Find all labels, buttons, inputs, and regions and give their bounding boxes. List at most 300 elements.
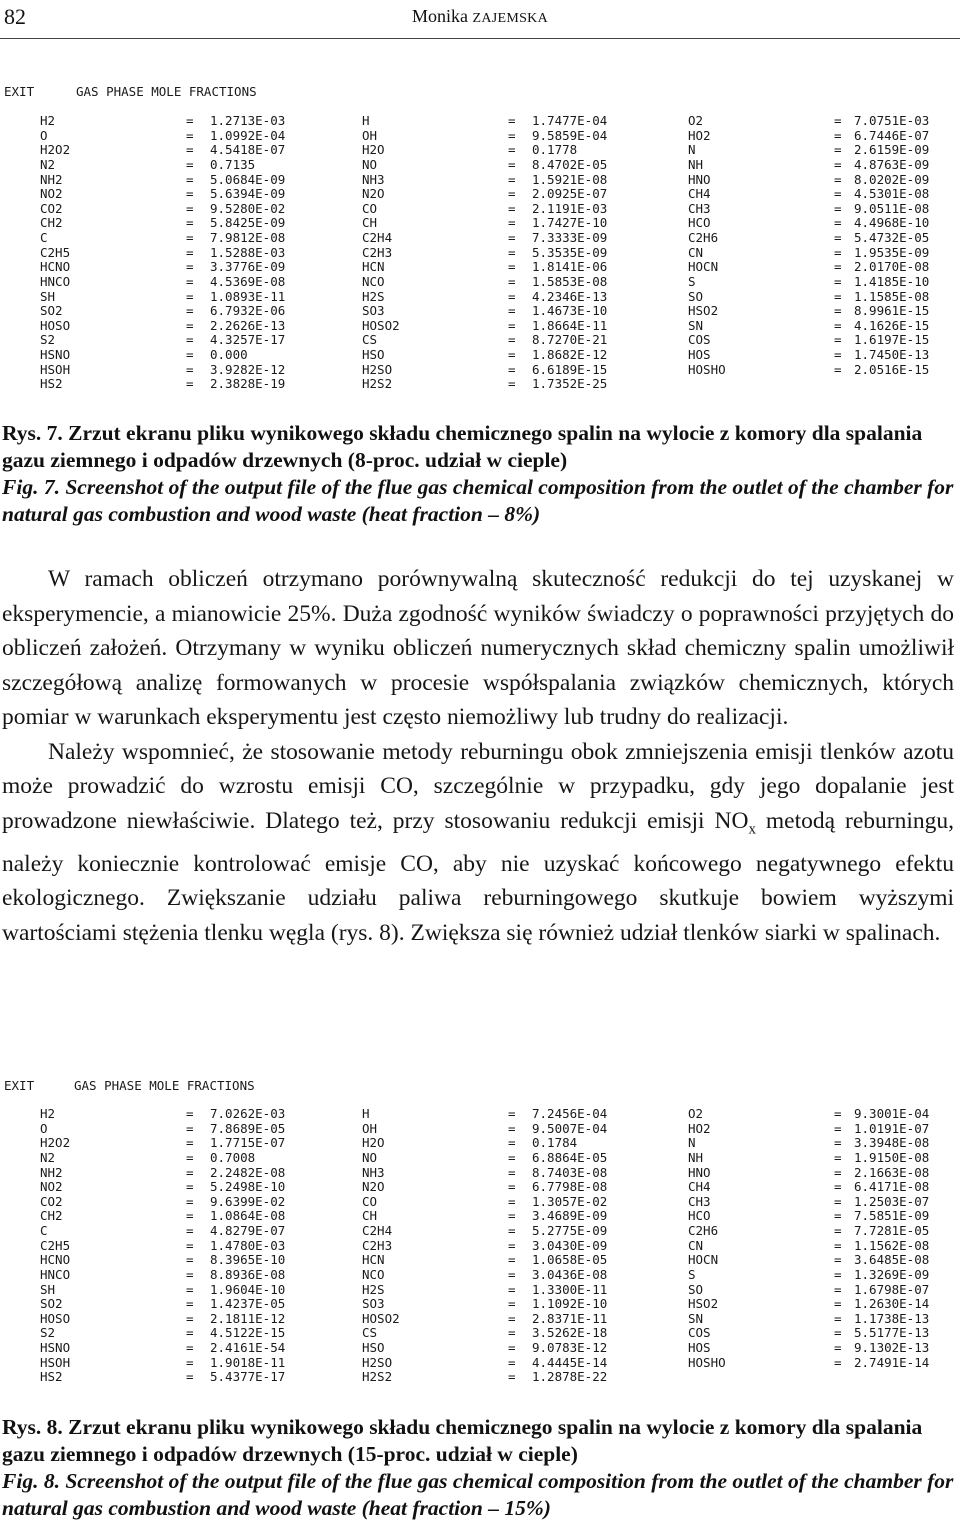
mole-fraction-value: 1.0864E-08 xyxy=(210,1208,286,1224)
mole-fraction-value: 8.8936E-08 xyxy=(210,1266,286,1282)
equals-sign: = xyxy=(834,1237,842,1253)
mole-fraction-value: 1.7477E-04 xyxy=(532,113,608,128)
running-author xyxy=(0,6,960,27)
species-name: H2O xyxy=(362,142,385,158)
species-name: H2S2 xyxy=(362,1369,393,1385)
species-row xyxy=(40,246,340,261)
mole-fraction-value: 1.4237E-05 xyxy=(210,1296,286,1312)
equals-sign: = xyxy=(508,113,516,128)
species-name: SO xyxy=(688,1281,704,1297)
mole-fraction-value: 9.3001E-04 xyxy=(854,1106,930,1121)
mole-fraction-value: 5.6394E-09 xyxy=(210,186,286,202)
page-header xyxy=(0,0,960,38)
equals-sign: = xyxy=(834,1252,842,1268)
mole-fraction-value: 2.1663E-08 xyxy=(854,1164,930,1180)
equals-sign: = xyxy=(834,215,842,231)
equals-sign: = xyxy=(186,171,194,187)
mole-fraction-value: 8.4702E-05 xyxy=(532,156,608,172)
mole-fraction-value: 2.4161E-54 xyxy=(210,1340,286,1355)
equals-sign: = xyxy=(508,127,516,143)
species-row xyxy=(362,1370,662,1385)
species-name: CH xyxy=(362,1208,378,1224)
species-row xyxy=(688,290,956,305)
species-row xyxy=(688,1297,956,1312)
mole-fraction-value: 2.1811E-12 xyxy=(210,1310,286,1326)
equals-sign: = xyxy=(186,1325,194,1341)
species-name: COS xyxy=(688,1325,711,1341)
equals-sign: = xyxy=(186,186,194,202)
figure-7-column-2 xyxy=(362,114,662,392)
species-name: CH3 xyxy=(688,1193,711,1209)
equals-sign: = xyxy=(834,273,842,289)
species-name: N xyxy=(688,142,696,158)
species-name: SO2 xyxy=(40,1296,63,1312)
species-name: HNO xyxy=(688,171,711,187)
equals-sign: = xyxy=(186,127,194,143)
equals-sign: = xyxy=(834,361,842,377)
species-name: C2H6 xyxy=(688,230,719,245)
equals-sign: = xyxy=(508,142,516,158)
species-name: HSO xyxy=(362,1340,385,1355)
equals-sign: = xyxy=(186,1252,194,1268)
species-name: HCN xyxy=(362,1252,385,1268)
equals-sign: = xyxy=(508,200,516,216)
body-text xyxy=(2,562,954,950)
equals-sign: = xyxy=(508,1120,516,1136)
header-rule xyxy=(0,38,960,39)
equals-sign: = xyxy=(508,273,516,289)
species-name: HOSO xyxy=(40,317,71,333)
species-row xyxy=(362,1180,662,1195)
species-row xyxy=(362,348,662,363)
species-name: COS xyxy=(688,332,711,348)
species-row xyxy=(688,1356,956,1371)
species-row xyxy=(40,319,340,334)
species-name: NO xyxy=(362,1149,378,1165)
mole-fraction-value: 2.3828E-19 xyxy=(210,376,286,392)
mole-fraction-value: 9.5280E-02 xyxy=(210,200,286,216)
species-row xyxy=(688,1268,956,1283)
equals-sign: = xyxy=(186,1135,194,1151)
equals-sign: = xyxy=(834,1340,842,1355)
species-name: CO2 xyxy=(40,1193,63,1209)
mole-fraction-value: 2.8371E-11 xyxy=(532,1310,608,1326)
species-name: S2 xyxy=(40,1325,56,1341)
equals-sign: = xyxy=(508,1296,516,1312)
equals-sign: = xyxy=(834,1354,842,1370)
equals-sign: = xyxy=(508,171,516,187)
equals-sign: = xyxy=(186,273,194,289)
species-name: HOS xyxy=(688,1340,711,1355)
species-name: NH2 xyxy=(40,1164,63,1180)
mole-fraction-value: 5.2775E-09 xyxy=(532,1223,608,1238)
species-row xyxy=(40,1253,340,1268)
species-name: HSOH xyxy=(40,361,71,377)
species-name: HCO xyxy=(688,1208,711,1224)
species-row xyxy=(362,231,662,246)
equals-sign: = xyxy=(834,1106,842,1121)
equals-sign: = xyxy=(186,200,194,216)
species-row xyxy=(40,1341,340,1356)
equals-sign: = xyxy=(186,1237,194,1253)
equals-sign: = xyxy=(508,1310,516,1326)
mole-fraction-value: 0.1778 xyxy=(532,142,578,158)
mole-fraction-value: 2.2626E-13 xyxy=(210,317,286,333)
species-row xyxy=(362,1136,662,1151)
equals-sign: = xyxy=(186,1266,194,1282)
species-name: HSO xyxy=(362,347,385,362)
mole-fraction-value: 5.3535E-09 xyxy=(532,244,608,260)
mole-fraction-value: 1.2503E-07 xyxy=(854,1193,930,1209)
species-name: HS2 xyxy=(40,1369,63,1385)
mole-fraction-value: 8.7270E-21 xyxy=(532,332,608,348)
species-row xyxy=(688,114,956,129)
equals-sign: = xyxy=(834,1120,842,1136)
mole-fraction-value: 9.1302E-13 xyxy=(854,1340,930,1355)
species-row xyxy=(362,202,662,217)
equals-sign: = xyxy=(186,244,194,260)
equals-sign: = xyxy=(508,361,516,377)
species-row xyxy=(688,1209,956,1224)
species-row xyxy=(40,1297,340,1312)
species-row xyxy=(362,290,662,305)
species-name: CH3 xyxy=(688,200,711,216)
mole-fraction-value: 9.6399E-02 xyxy=(210,1193,286,1209)
species-name: HOSHO xyxy=(688,1354,726,1370)
species-name: NCO xyxy=(362,273,385,289)
species-row xyxy=(362,187,662,202)
species-name: HSNO xyxy=(40,347,71,362)
mole-fraction-value: 1.8141E-06 xyxy=(532,259,608,275)
species-row xyxy=(362,1356,662,1371)
mole-fraction-value: 2.1191E-03 xyxy=(532,200,608,216)
mole-fraction-value: 1.7352E-25 xyxy=(532,376,608,392)
species-row xyxy=(40,1195,340,1210)
equals-sign: = xyxy=(834,127,842,143)
mole-fraction-value: 8.7403E-08 xyxy=(532,1164,608,1180)
species-name: C2H5 xyxy=(40,244,71,260)
species-row xyxy=(40,1283,340,1298)
equals-sign: = xyxy=(186,1193,194,1209)
equals-sign: = xyxy=(508,1149,516,1165)
equals-sign: = xyxy=(186,1296,194,1312)
equals-sign: = xyxy=(834,186,842,202)
species-row xyxy=(362,275,662,290)
species-row xyxy=(688,246,956,261)
mole-fraction-value: 1.5853E-08 xyxy=(532,273,608,289)
mole-fraction-value: 1.7715E-07 xyxy=(210,1135,286,1151)
paragraph-2-part-1: Należy wspomnieć, że stosowanie metody reburningu obok zmniejszenia emisji tlenków azotu może prowadzić do wzrostu emisji CO, szczególnie w przypadku, gdy jego dopalanie jest prowadzone niewłaściwie. Dlatego też, przy stosowaniu redukcji emisji NO xyxy=(2,738,954,834)
equals-sign: = xyxy=(186,1106,194,1121)
species-row xyxy=(40,1122,340,1137)
species-row xyxy=(688,348,956,363)
mole-fraction-value: 5.0684E-09 xyxy=(210,171,286,187)
mole-fraction-value: 4.1626E-15 xyxy=(854,317,930,333)
species-name: CO2 xyxy=(40,200,63,216)
species-row xyxy=(40,1312,340,1327)
mole-fraction-value: 1.9018E-11 xyxy=(210,1354,286,1370)
species-row xyxy=(688,275,956,290)
mole-fraction-value: 1.9150E-08 xyxy=(854,1149,930,1165)
mole-fraction-value: 8.3965E-10 xyxy=(210,1252,286,1268)
equals-sign: = xyxy=(834,171,842,187)
author-last-name: ZAJEMSKA xyxy=(472,11,549,26)
equals-sign: = xyxy=(834,1296,842,1312)
species-name: C xyxy=(40,1223,48,1238)
species-name: SH xyxy=(40,288,56,304)
mole-fraction-value: 1.9604E-10 xyxy=(210,1281,286,1297)
equals-sign: = xyxy=(186,113,194,128)
mole-fraction-value: 6.7446E-07 xyxy=(854,127,930,143)
species-row xyxy=(688,1107,956,1122)
mole-fraction-value: 4.8279E-07 xyxy=(210,1223,286,1238)
equals-sign: = xyxy=(186,303,194,319)
equals-sign: = xyxy=(508,376,516,392)
mole-fraction-value: 4.8763E-09 xyxy=(854,156,930,172)
species-row xyxy=(362,1107,662,1122)
species-row xyxy=(362,1195,662,1210)
species-name: C xyxy=(40,230,48,245)
mole-fraction-value: 4.5418E-07 xyxy=(210,142,286,158)
species-row xyxy=(40,143,340,158)
species-name: HOSO xyxy=(40,1310,71,1326)
species-name: H2S xyxy=(362,288,385,304)
species-row xyxy=(40,275,340,290)
species-name: HS2 xyxy=(40,376,63,392)
species-name: HNO xyxy=(688,1164,711,1180)
species-row xyxy=(40,1370,340,1385)
species-row xyxy=(40,231,340,246)
equals-sign: = xyxy=(186,1369,194,1385)
mole-fraction-value: 9.0783E-12 xyxy=(532,1340,608,1355)
equals-sign: = xyxy=(834,230,842,245)
species-row xyxy=(362,363,662,378)
equals-sign: = xyxy=(186,1179,194,1195)
mole-fraction-value: 7.2456E-04 xyxy=(532,1106,608,1121)
species-name: S xyxy=(688,1266,696,1282)
mole-fraction-value: 1.7427E-10 xyxy=(532,215,608,231)
species-name: H xyxy=(362,1106,370,1121)
equals-sign: = xyxy=(834,113,842,128)
species-row xyxy=(688,1195,956,1210)
species-row xyxy=(362,1224,662,1239)
mole-fraction-value: 6.7798E-08 xyxy=(532,1179,608,1195)
species-row xyxy=(40,377,340,392)
mole-fraction-value: 4.5122E-15 xyxy=(210,1325,286,1341)
species-name: H2 xyxy=(40,113,56,128)
species-name: OH xyxy=(362,127,378,143)
species-name: H2O xyxy=(362,1135,385,1151)
species-name: SO3 xyxy=(362,1296,385,1312)
species-row xyxy=(40,1151,340,1166)
species-row xyxy=(362,304,662,319)
equals-sign: = xyxy=(508,303,516,319)
species-row xyxy=(688,143,956,158)
species-row xyxy=(40,216,340,231)
species-name: H2O2 xyxy=(40,142,71,158)
equals-sign: = xyxy=(186,332,194,348)
species-row xyxy=(40,1239,340,1254)
mole-fraction-value: 7.0751E-03 xyxy=(854,113,930,128)
equals-sign: = xyxy=(508,156,516,172)
species-name: HCO xyxy=(688,215,711,231)
mole-fraction-value: 5.4377E-17 xyxy=(210,1369,286,1385)
figure-8-caption-en: Fig. 8. Screenshot of the output file of the flue gas chemical composition from the outlet of the chamber for natural gas combustion and wood waste (heat fraction – 15%) xyxy=(2,1469,954,1520)
equals-sign: = xyxy=(508,1266,516,1282)
species-name: CN xyxy=(688,244,704,260)
mole-fraction-value: 7.0262E-03 xyxy=(210,1106,286,1121)
mole-fraction-value: 5.2498E-10 xyxy=(210,1179,286,1195)
equals-sign: = xyxy=(186,288,194,304)
equals-sign: = xyxy=(186,156,194,172)
equals-sign: = xyxy=(186,376,194,392)
species-name: CO xyxy=(362,200,378,216)
species-name: C2H4 xyxy=(362,230,393,245)
species-name: C2H4 xyxy=(362,1223,393,1238)
equals-sign: = xyxy=(508,1135,516,1151)
species-name: CH2 xyxy=(40,215,63,231)
exit-label: EXIT xyxy=(4,1078,35,1093)
mole-fraction-value: 1.3300E-11 xyxy=(532,1281,608,1297)
figure-7-screenshot xyxy=(4,84,956,394)
exit-label: EXIT xyxy=(4,84,35,99)
mole-fraction-value: 2.6159E-09 xyxy=(854,142,930,158)
species-name: CO xyxy=(362,1193,378,1209)
species-name: C2H3 xyxy=(362,244,393,260)
species-row xyxy=(362,1297,662,1312)
mole-fraction-value: 6.7932E-06 xyxy=(210,303,286,319)
species-row xyxy=(688,1341,956,1356)
species-row xyxy=(688,1253,956,1268)
equals-sign: = xyxy=(508,1369,516,1385)
equals-sign: = xyxy=(186,1281,194,1297)
mole-fraction-value: 1.6798E-07 xyxy=(854,1281,930,1297)
species-name: SH xyxy=(40,1281,56,1297)
equals-sign: = xyxy=(508,1237,516,1253)
species-name: HOS xyxy=(688,347,711,362)
species-row xyxy=(688,260,956,275)
mole-fraction-value: 1.0191E-07 xyxy=(854,1120,930,1136)
nox-subscript: x xyxy=(748,821,756,838)
species-row xyxy=(40,173,340,188)
equals-sign: = xyxy=(186,142,194,158)
species-row xyxy=(688,231,956,246)
mole-fraction-value: 0.7008 xyxy=(210,1149,256,1165)
equals-sign: = xyxy=(508,186,516,202)
species-row xyxy=(40,1268,340,1283)
equals-sign: = xyxy=(834,1208,842,1224)
species-name: HOSO2 xyxy=(362,317,400,333)
mole-fraction-value: 1.8664E-11 xyxy=(532,317,608,333)
equals-sign: = xyxy=(508,1223,516,1238)
species-row xyxy=(688,1326,956,1341)
species-name: OH xyxy=(362,1120,378,1136)
species-name: HCN xyxy=(362,259,385,275)
equals-sign: = xyxy=(186,361,194,377)
species-name: O xyxy=(40,1120,48,1136)
species-name: SO xyxy=(688,288,704,304)
figure-7-caption xyxy=(2,420,958,528)
mole-fraction-value: 2.2482E-08 xyxy=(210,1164,286,1180)
mole-fraction-value: 3.3948E-08 xyxy=(854,1135,930,1151)
species-name: H2 xyxy=(40,1106,56,1121)
species-row xyxy=(40,1209,340,1224)
species-row xyxy=(362,1283,662,1298)
species-row xyxy=(688,1312,956,1327)
species-name: H2S2 xyxy=(362,376,393,392)
equals-sign: = xyxy=(186,1340,194,1355)
equals-sign: = xyxy=(508,288,516,304)
equals-sign: = xyxy=(508,1325,516,1341)
species-row xyxy=(40,1180,340,1195)
species-name: O2 xyxy=(688,113,704,128)
species-row xyxy=(40,1224,340,1239)
species-row xyxy=(40,114,340,129)
paragraph-1: W ramach obliczeń otrzymano porównywalną skuteczność redukcji do tej uzyskanej w eksperymencie, a mianowicie 25%. Duża zgodność wyników świadczy o poprawności przyjętych do obliczeń założeń. Otrzymany w wyniku obliczeń numerycznych skład chemiczny spalin umożliwił szczegółową analizę formowanych w procesie współspalania związków chemicznych, których pomiar w warunkach eksperymentu jest często niemożliwy lub trudny do realizacji. xyxy=(2,566,954,730)
species-name: NO2 xyxy=(40,1179,63,1195)
mole-fraction-value: 4.5369E-08 xyxy=(210,273,286,289)
species-name: O2 xyxy=(688,1106,704,1121)
mole-fraction-value: 7.7281E-05 xyxy=(854,1223,930,1238)
figure-8-column-3 xyxy=(688,1107,956,1370)
equals-sign: = xyxy=(508,1193,516,1209)
species-row xyxy=(688,304,956,319)
mole-fraction-value: 3.0436E-08 xyxy=(532,1266,608,1282)
page-number: 82 xyxy=(4,4,26,29)
species-name: CH4 xyxy=(688,186,711,202)
equals-sign: = xyxy=(834,317,842,333)
figure-8-column-2 xyxy=(362,1107,662,1385)
species-row xyxy=(688,216,956,231)
mole-fraction-value: 1.5288E-03 xyxy=(210,244,286,260)
equals-sign: = xyxy=(186,1208,194,1224)
figure-8-caption xyxy=(2,1414,958,1522)
species-row xyxy=(362,260,662,275)
mole-fraction-value: 3.9282E-12 xyxy=(210,361,286,377)
species-name: HOCN xyxy=(688,259,719,275)
equals-sign: = xyxy=(508,1208,516,1224)
species-row xyxy=(40,129,340,144)
equals-sign: = xyxy=(834,332,842,348)
author-first-name: Monika xyxy=(411,6,473,26)
species-row xyxy=(362,1253,662,1268)
species-row xyxy=(362,333,662,348)
species-name: NH3 xyxy=(362,171,385,187)
equals-sign: = xyxy=(186,1164,194,1180)
equals-sign: = xyxy=(508,1281,516,1297)
mole-fraction-value: 1.1585E-08 xyxy=(854,288,930,304)
species-name: CN xyxy=(688,1237,704,1253)
equals-sign: = xyxy=(834,1223,842,1238)
species-row xyxy=(688,173,956,188)
paragraph-2-part-2: metodą reburningu, należy koniecznie kontrolować emisje CO, aby nie uzyskać końcowego negatywnego efektu ekologicznego. Zwiększanie udziału paliwa reburningowego skutkuje bowiem wyższymi wartościami stężenia tlenku węgla (rys. 8). Zwiększa się również udział tlenków siarki w spalinach. xyxy=(2,807,954,946)
mole-fraction-value: 6.4171E-08 xyxy=(854,1179,930,1195)
equals-sign: = xyxy=(186,259,194,275)
mole-fraction-value: 1.1738E-13 xyxy=(854,1310,930,1326)
species-row xyxy=(362,1326,662,1341)
figure-7-column-1 xyxy=(40,114,340,392)
figure-8-screenshot xyxy=(4,1078,956,1388)
species-row xyxy=(40,260,340,275)
species-row xyxy=(688,1122,956,1137)
species-name: HNCO xyxy=(40,1266,71,1282)
species-row xyxy=(40,158,340,173)
mole-fraction-value: 0.1784 xyxy=(532,1135,578,1151)
species-name: NH3 xyxy=(362,1164,385,1180)
species-row xyxy=(362,158,662,173)
mole-fraction-value: 7.9812E-08 xyxy=(210,230,286,245)
species-name: C2H6 xyxy=(688,1223,719,1238)
